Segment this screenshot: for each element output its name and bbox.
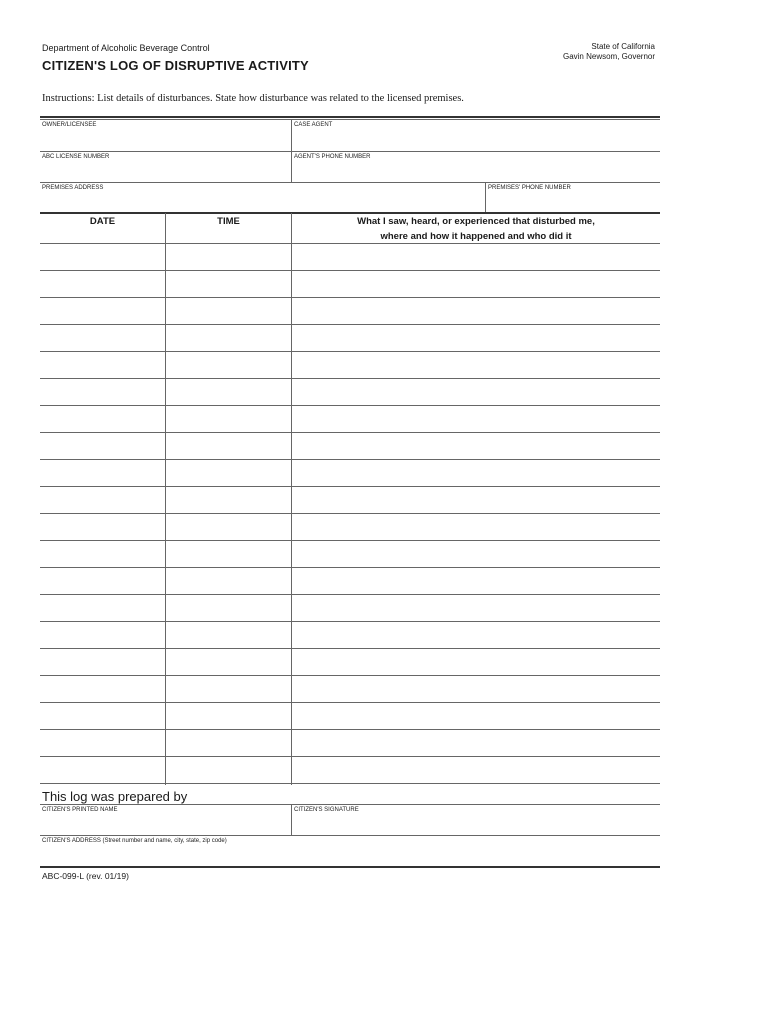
date-cell[interactable] — [40, 541, 165, 567]
time-cell[interactable] — [166, 352, 291, 378]
name-signature-divider — [291, 804, 292, 835]
governor-name: Gavin Newsom, Governor — [562, 52, 655, 61]
time-cell[interactable] — [166, 649, 291, 675]
time-cell[interactable] — [166, 433, 291, 459]
date-cell[interactable] — [40, 406, 165, 432]
description-cell[interactable] — [292, 379, 660, 405]
description-header-line2: where and how it happened and who did it — [380, 231, 572, 242]
case-agent-label: CASE AGENT — [294, 122, 333, 128]
description-cell[interactable] — [292, 676, 660, 702]
date-cell[interactable] — [40, 271, 165, 297]
description-cell[interactable] — [292, 325, 660, 351]
time-cell[interactable] — [166, 487, 291, 513]
date-cell[interactable] — [40, 487, 165, 513]
time-description-divider — [291, 213, 292, 785]
time-header: TIME — [217, 216, 240, 227]
date-cell[interactable] — [40, 244, 165, 270]
time-cell[interactable] — [166, 703, 291, 729]
time-cell[interactable] — [166, 622, 291, 648]
time-cell[interactable] — [166, 379, 291, 405]
time-cell[interactable] — [166, 514, 291, 540]
case-agent-field[interactable] — [292, 120, 660, 150]
date-cell[interactable] — [40, 352, 165, 378]
date-cell[interactable] — [40, 514, 165, 540]
date-cell[interactable] — [40, 433, 165, 459]
date-header: DATE — [89, 216, 116, 227]
agent-phone-label: AGENT'S PHONE NUMBER — [294, 154, 371, 160]
description-cell[interactable] — [292, 514, 660, 540]
time-cell[interactable] — [166, 298, 291, 324]
time-cell[interactable] — [166, 730, 291, 756]
description-cell[interactable] — [292, 433, 660, 459]
date-cell[interactable] — [40, 325, 165, 351]
time-cell[interactable] — [166, 406, 291, 432]
premises-phone-label: PREMISES' PHONE NUMBER — [488, 185, 571, 191]
premises-phone-field[interactable] — [486, 183, 660, 212]
top-rule — [40, 116, 660, 118]
description-cell[interactable] — [292, 298, 660, 324]
description-cell[interactable] — [292, 244, 660, 270]
time-cell[interactable] — [166, 244, 291, 270]
date-cell[interactable] — [40, 622, 165, 648]
citizen-address-field[interactable] — [40, 836, 660, 864]
time-cell[interactable] — [166, 541, 291, 567]
signature-label: CITIZEN'S SIGNATURE — [294, 807, 359, 813]
row-line — [40, 783, 660, 784]
printed-name-field[interactable] — [40, 805, 291, 835]
time-cell[interactable] — [166, 757, 291, 783]
description-cell[interactable] — [292, 541, 660, 567]
date-cell[interactable] — [40, 730, 165, 756]
description-cell[interactable] — [292, 568, 660, 594]
date-cell[interactable] — [40, 676, 165, 702]
description-cell[interactable] — [292, 595, 660, 621]
date-cell[interactable] — [40, 379, 165, 405]
date-cell[interactable] — [40, 649, 165, 675]
date-cell[interactable] — [40, 757, 165, 783]
agency-name: Department of Alcoholic Beverage Control — [42, 43, 210, 53]
date-cell[interactable] — [40, 595, 165, 621]
description-cell[interactable] — [292, 730, 660, 756]
form-number: ABC-099-L (rev. 01/19) — [42, 871, 129, 881]
abc-license-label: ABC LICENSE NUMBER — [42, 154, 110, 160]
prepared-by-heading: This log was prepared by — [42, 789, 188, 804]
state-name: State of California — [591, 42, 655, 51]
signature-field[interactable] — [292, 805, 660, 835]
date-cell[interactable] — [40, 460, 165, 486]
time-cell[interactable] — [166, 271, 291, 297]
date-cell[interactable] — [40, 568, 165, 594]
description-cell[interactable] — [292, 487, 660, 513]
abc-license-field[interactable] — [40, 152, 291, 182]
description-cell[interactable] — [292, 460, 660, 486]
description-header-line1: What I saw, heard, or experienced that disturbed me, — [357, 216, 595, 227]
form-title: CITIZEN'S LOG OF DISRUPTIVE ACTIVITY — [42, 58, 309, 73]
bottom-rule — [40, 866, 660, 868]
owner-licensee-label: OWNER/LICENSEE — [42, 122, 97, 128]
premises-address-label: PREMISES ADDRESS — [42, 185, 104, 191]
description-cell[interactable] — [292, 406, 660, 432]
description-cell[interactable] — [292, 703, 660, 729]
description-cell[interactable] — [292, 271, 660, 297]
time-cell[interactable] — [166, 568, 291, 594]
time-cell[interactable] — [166, 595, 291, 621]
time-cell[interactable] — [166, 460, 291, 486]
state-block — [563, 42, 655, 62]
citizen-address-label: CITIZEN'S ADDRESS (Street number and name, city, state, zip code) — [42, 838, 227, 844]
description-cell[interactable] — [292, 649, 660, 675]
description-cell[interactable] — [292, 622, 660, 648]
time-cell[interactable] — [166, 325, 291, 351]
agent-phone-field[interactable] — [292, 152, 660, 182]
instructions-text: Instructions: List details of disturbances. State how disturbance was related to the licensed premises. — [42, 93, 464, 104]
date-time-divider — [165, 213, 166, 785]
time-cell[interactable] — [166, 676, 291, 702]
date-cell[interactable] — [40, 298, 165, 324]
printed-name-label: CITIZEN'S PRINTED NAME — [42, 807, 118, 813]
description-header — [292, 214, 660, 244]
owner-licensee-field[interactable] — [40, 120, 291, 150]
premises-address-field[interactable] — [40, 183, 485, 212]
description-cell[interactable] — [292, 757, 660, 783]
description-cell[interactable] — [292, 352, 660, 378]
premises-divider — [485, 182, 486, 213]
date-cell[interactable] — [40, 703, 165, 729]
